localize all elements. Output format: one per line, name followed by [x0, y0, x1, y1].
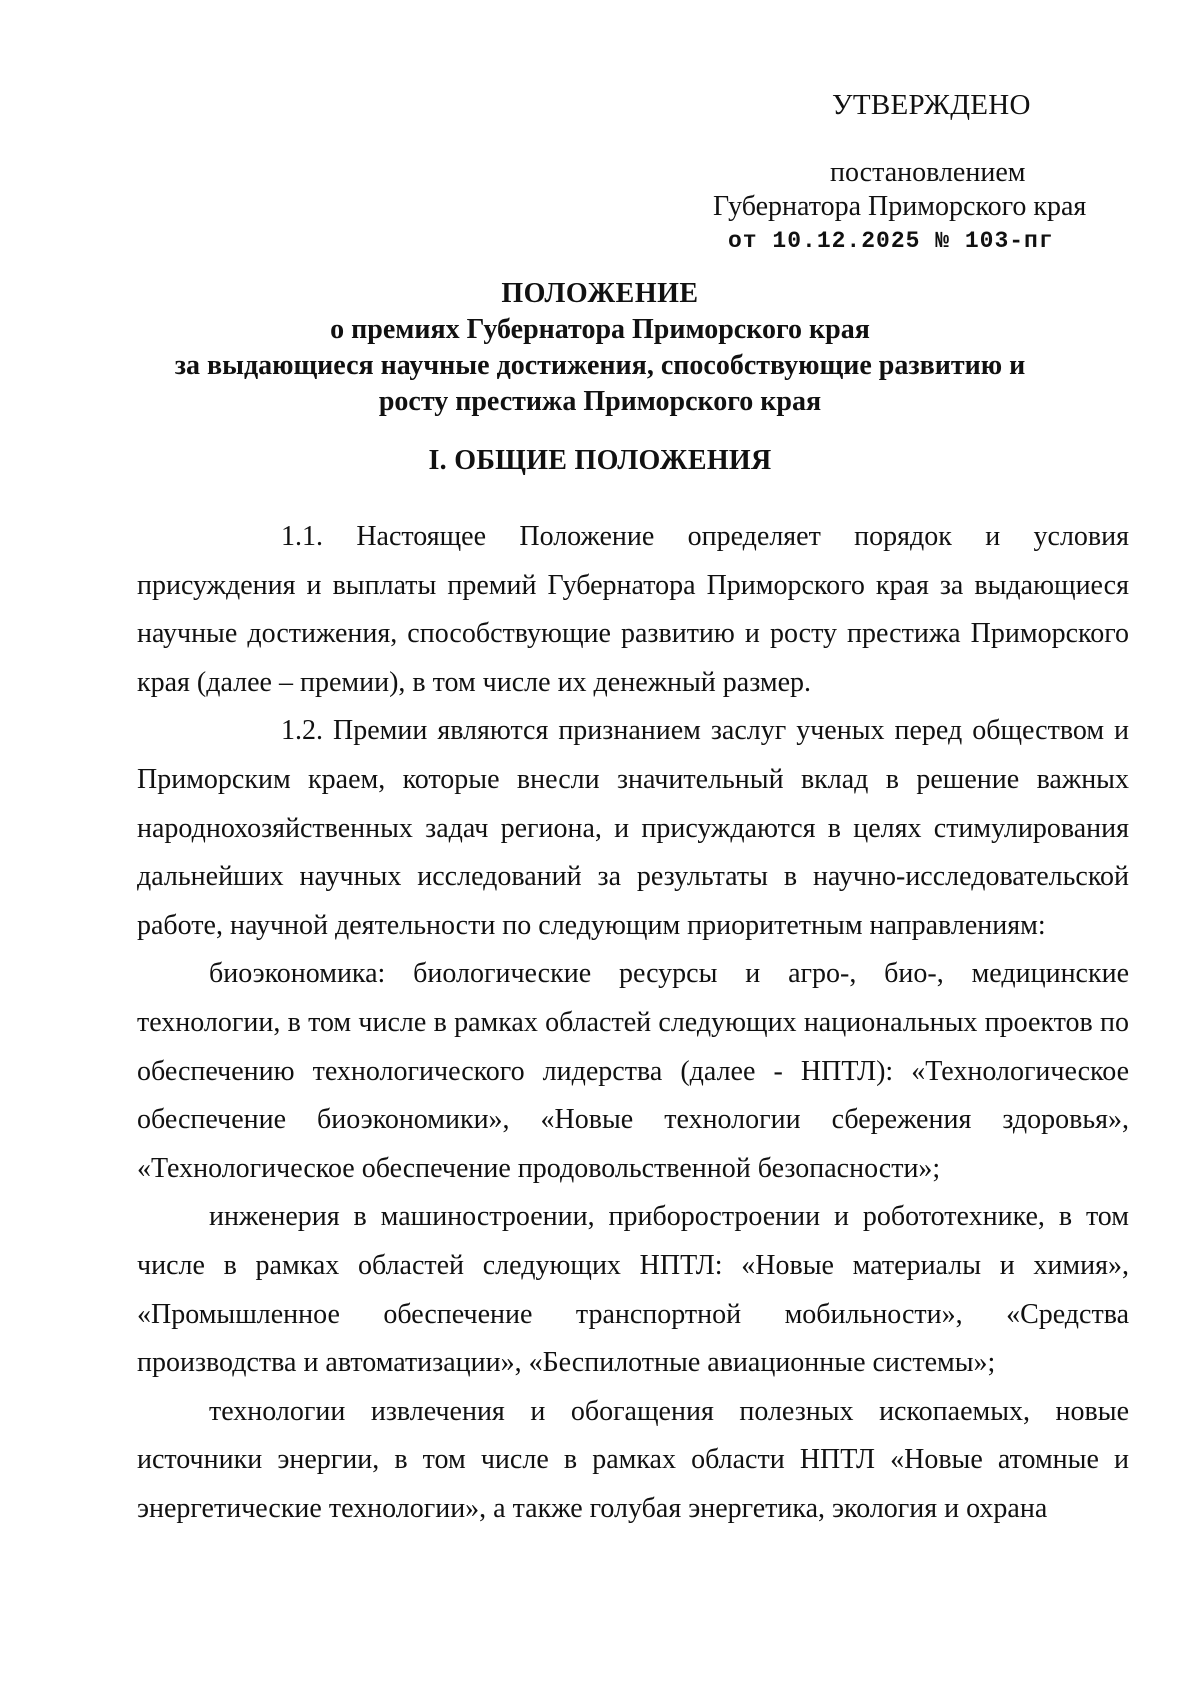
paragraph-number: 1.2.	[281, 715, 323, 747]
title-line-1: о премиях Губернатора Приморского края	[330, 314, 870, 345]
paragraph-text: Настоящее Положение определяет порядок и условия присуждения и выплаты премий Губернатора Приморского края за выдающиеся научные достижения, способствующие развитию и росту престижа Приморского края (далее – премии), в том числе их денежный размер.	[137, 521, 1130, 698]
paragraph-1-1	[137, 513, 1129, 707]
title-line-3: росту престижа Приморского края	[378, 386, 822, 417]
approval-decree-line: от 10.12.2025 № 103-пг	[728, 228, 1054, 254]
paragraph-mining-energy: технологии извлечения и обогащения полезных ископаемых, новые источники энергии, в том числе в рамках области НПТЛ «Новые атомные и энергетические технологии», а также голубая энергетика, экология и охрана	[137, 1395, 1129, 1524]
title-main: ПОЛОЖЕНИЕ	[501, 278, 699, 309]
paragraph-engineering: инженерия в машиностроении, приборостроении и робототехнике, в том числе в рамках областей следующих НПТЛ: «Новые материалы и химия», «Промышленное обеспечение транспортной мобильности», «Средства производства и автоматизации», «Беспилотные авиационные системы»;	[137, 1201, 1129, 1379]
approval-governor-line: Губернатора Приморского края	[713, 191, 1087, 222]
document-body	[137, 513, 1129, 1533]
paragraph-bioeconomics: биоэкономика: биологические ресурсы и агро-, био-, медицинские технологии, в том числе в рамках областей следующих национальных проектов по обеспечению технологического лидерства (далее - НПТЛ): «Технологическое обеспечение биоэкономики», «Новые технологии сбережения здоровья», «Технологическое обеспечение продовольственной безопасности»;	[137, 958, 1129, 1184]
section-heading: I. ОБЩИЕ ПОЛОЖЕНИЯ	[428, 445, 772, 476]
document-title	[120, 276, 1080, 420]
paragraph-1-2	[137, 707, 1129, 950]
paragraph-text: Премии являются признанием заслуг ученых перед обществом и Приморским краем, которые внесли значительный вклад в решение важных народнохозяйственных задач региона, и присуждаются в целях стимулирования дальнейших научных исследований за результаты в научно-исследовательской работе, научной деятельности по следующим приоритетным направлениям:	[137, 715, 1130, 941]
title-line-2: за выдающиеся научные достижения, способствующие развитию и	[174, 350, 1026, 381]
approval-stamp-label: УТВЕРЖДЕНО	[832, 89, 1031, 121]
paragraph-number: 1.1.	[281, 521, 323, 552]
approval-by-line: постановлением	[830, 157, 1026, 188]
